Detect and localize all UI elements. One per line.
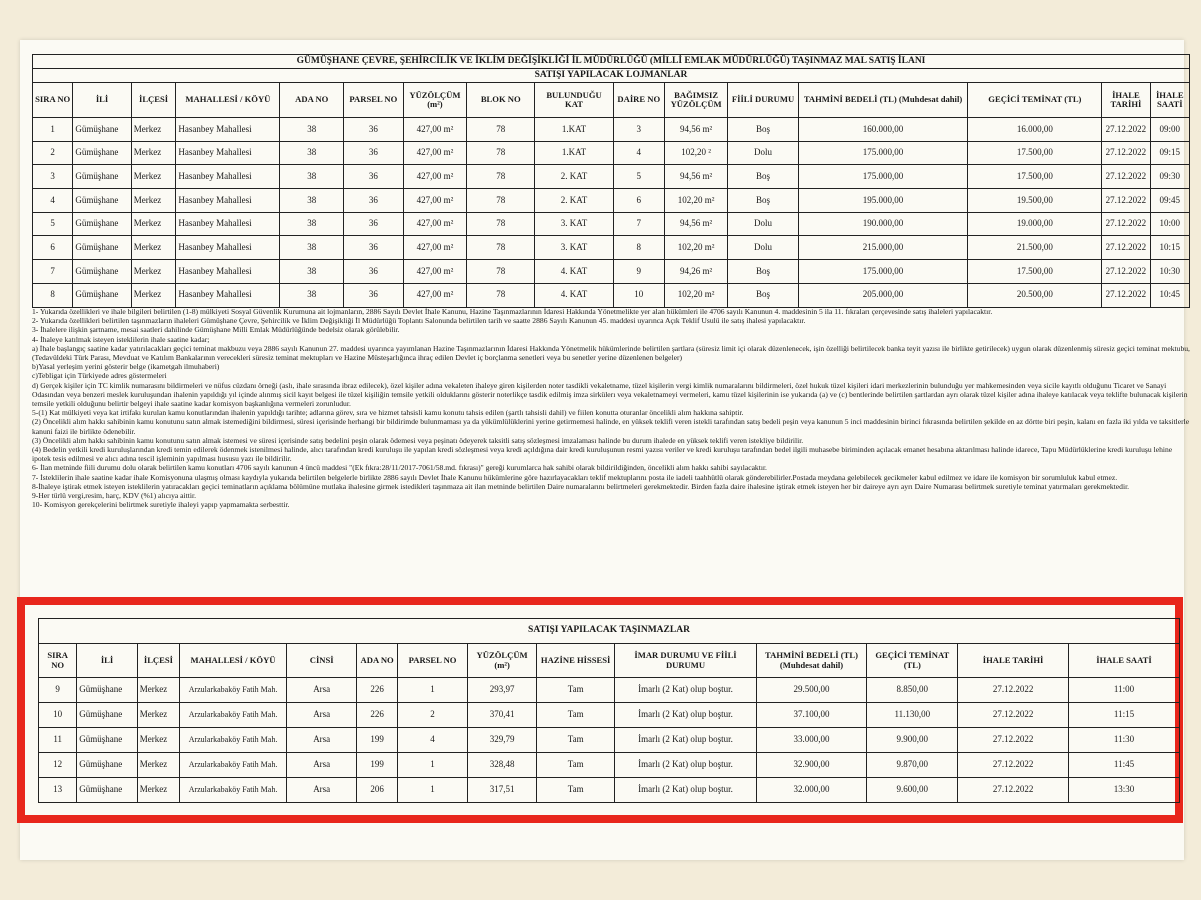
table-cell: 94,26 m² [664, 260, 728, 284]
table-cell: 328,48 [468, 753, 537, 778]
table-cell: Tam [536, 703, 615, 728]
column-header: MAHALLESİ / KÖYÜ [176, 83, 280, 118]
note-paragraph: 9-Her türlü vergi,resim, harç, KDV (%1) alıcıya aittir. [32, 491, 196, 501]
column-header: PARSEL NO [344, 83, 403, 118]
table-cell: Boş [728, 189, 798, 213]
note-paragraph: 10- Komisyon gerekçelerini belirtmek suretiyle ihaleyi yapıp yapmamakta serbesttir. [32, 500, 290, 510]
table-cell: Gümüşhane [77, 728, 137, 753]
column-header: İHALE SAATİ [1150, 83, 1189, 118]
table-row [39, 728, 1180, 753]
column-header: TAHMİNİ BEDELİ (TL) (Muhdesat dahil) [798, 83, 968, 118]
column-header: GEÇİCİ TEMİNAT (TL) [867, 644, 958, 678]
table-cell: 27.12.2022 [958, 728, 1069, 753]
table-cell: Gümüşhane [77, 753, 137, 778]
table-cell: Hasanbey Mahallesi [176, 212, 280, 236]
table-cell: 09:45 [1150, 189, 1189, 213]
table-cell: 27.12.2022 [1102, 236, 1150, 260]
column-header: TAHMİNİ BEDELİ (TL) (Muhdesat dahil) [756, 644, 867, 678]
table-cell: 11:00 [1069, 678, 1180, 703]
table-cell: 78 [467, 260, 535, 284]
table-cell: 11:30 [1069, 728, 1180, 753]
table-cell: 36 [344, 118, 403, 142]
table-cell: 160.000,00 [798, 118, 968, 142]
column-header: BULUNDUĞU KAT [535, 83, 614, 118]
table-cell: 8 [33, 283, 73, 307]
table-cell: 1 [397, 678, 468, 703]
column-header: İHALE TARİHİ [1102, 83, 1150, 118]
note-paragraph: 3- İhalelere ilişkin şartname, mesai saatleri dahilinde Gümüşhane Milli Emlak Müdürlüğünde bedelsiz olarak görülebilir. [32, 325, 400, 335]
note-paragraph: (4) Bedelin yetkili kredi kuruluşlarından kredi temin edilerek ödenmek istenilmesi halinde, alıcı tarafından kredi kuruluşu ile yapılan kredi sözleşmesi veya kredi açıldığına dair kredi kuruluşunun resmi yazısı veriler ve kredi kuruluşu tarafından bedel ilgili muhasebe biriminden açılacak emanet hesabına aktarılması halinde idarece, Tapu Müdürlüklerine kredi kuruluşu lehine ipotek tesis edilmesi ve alıcı adına tescil işleminin yapılması hususu yazı ile bildirilir. [32, 445, 1173, 464]
table-cell: 38 [280, 283, 344, 307]
table-cell: 427,00 m² [403, 260, 467, 284]
table-cell: Merkez [131, 283, 176, 307]
table-cell: Merkez [137, 728, 179, 753]
table-cell: 3 [613, 118, 664, 142]
table-cell: 4. KAT [535, 283, 614, 307]
table-cell: Arsa [286, 678, 357, 703]
table-row [33, 260, 1190, 284]
note-paragraph: (3) Öncelikli alım hakkı sahibinin kamu konutunu satın almak istemesi ve süresi içerisinde satış bedelini peşin olarak ödemesi veya peşinatı ödeyerek taksitli satış sözleşmesi imzalaması halinde bu durum ihalede en yüksek teklifi veren istekliye bildirilir. [32, 435, 804, 445]
column-header: FİİLİ DURUMU [728, 83, 798, 118]
table-cell: Gümüşhane [73, 141, 131, 165]
note-paragraph: d) Gerçek kişiler için TC kimlik numarasını bildirmeleri ve nüfus cüzdanı örneği (aslı, ihale sırasında ibraz edilecek), özel kişiler adına vekaleten ihaleye giren kişilerden noter tasdikli vekaletname, tüzel kişilerin vergi kimlik numaralarını bildirmeleri, özel hukuk tüzel kişileri idari merkezlerinin bulunduğu yer mahkemesinden veya sicile kayıtlı olduğunu Ticaret ve Sanayi Odasından veya benzeri meslek kuruluşundan ihalenin yapıldığı yıl içinde alınmış sicil kayıt belgesi ile tüzel kişiliğin temsile yetkili olduklarını gösterir noterlikçe tasdik edilmiş imza sirkülerı veya vekaletnameyi vermeleri, kamu tüzel kişilerinin ise yukarıda (a) ve (c) bentlerinde belirtilen şartlardan ayrı olarak tüzel kişiler adına ihaleye katılacak veya teklifte bulunacak kişilerin temsile yetkili olduğunu belirtir belgeyi ihale saatine kadar komisyon başkanlığına vermeleri zorunludur. [32, 380, 1188, 409]
table-cell: 4. KAT [535, 260, 614, 284]
table-cell: 11:15 [1069, 703, 1180, 728]
table-cell: 19.000,00 [968, 212, 1102, 236]
table-cell: 7 [33, 260, 73, 284]
table-cell: 17.500,00 [968, 165, 1102, 189]
table-cell: Gümüşhane [73, 260, 131, 284]
column-header: ADA NO [280, 83, 344, 118]
table-cell: 09:00 [1150, 118, 1189, 142]
table-row [33, 141, 1190, 165]
table-cell: Hasanbey Mahallesi [176, 189, 280, 213]
column-header: CİNSİ [286, 644, 357, 678]
table-cell: 4 [613, 141, 664, 165]
table-cell: 27.12.2022 [1102, 212, 1150, 236]
column-header: İLÇESİ [131, 83, 176, 118]
table-cell: 5 [33, 212, 73, 236]
table-cell: Gümüşhane [73, 189, 131, 213]
table-cell: 13 [39, 778, 77, 803]
table-cell: 38 [280, 189, 344, 213]
table-cell: 427,00 m² [403, 165, 467, 189]
table-cell: 199 [357, 753, 397, 778]
table-cell: İmarlı (2 Kat) olup boştur. [615, 703, 756, 728]
note-paragraph: 2- Yukarıda özellikleri belirtilen taşınmazların ihaleleri Gümüşhane Çevre, Şehircilik ve İklim Değişikliği İl Müdürlüğü Toplantı Salonunda belirtilen tarih ve saatte 2886 Sayılı Kanunun 45. maddesi uyarınca Açık Teklif Usulü ile satış ihalesi yapılacaktır. [32, 316, 806, 326]
table-cell: 11:45 [1069, 753, 1180, 778]
table-cell: 10:30 [1150, 260, 1189, 284]
table-cell: 175.000,00 [798, 165, 968, 189]
table-cell: Arzularkabaköy Fatih Mah. [180, 678, 287, 703]
table-cell: Boş [728, 260, 798, 284]
announcement-notes [32, 307, 1190, 595]
table-cell: 36 [344, 260, 403, 284]
table-cell: 10:00 [1150, 212, 1189, 236]
table-cell: 16.000,00 [968, 118, 1102, 142]
table-cell: 3. KAT [535, 236, 614, 260]
table-cell: Tam [536, 728, 615, 753]
table-cell: 226 [357, 703, 397, 728]
table-cell: Gümüşhane [73, 212, 131, 236]
table-cell: 17.500,00 [968, 260, 1102, 284]
table-cell: 94,56 m² [664, 165, 728, 189]
table-cell: Arsa [286, 753, 357, 778]
table-cell: 12 [39, 753, 77, 778]
table-cell: 4 [397, 728, 468, 753]
table-cell: Gümüşhane [77, 678, 137, 703]
table-cell: 1.KAT [535, 141, 614, 165]
table-cell: 9 [613, 260, 664, 284]
table-cell: Gümüşhane [73, 283, 131, 307]
table-cell: 33.000,00 [756, 728, 867, 753]
table-cell: Boş [728, 118, 798, 142]
note-paragraph: 1- Yukarıda özellikleri ve ihale bilgileri belirtilen (1-8) mülkiyeti Sosyal Güvenlik Kurumuna ait lojmanların, 2886 Sayılı Devlet İhale Kanunu, Hazine Taşınmazlarının İdaresi Hakkında Yönetmelikte yer alan hükümleri ile 4706 sayılı Kanunun 4. maddesinin 5 ila 11. fıkraları çerçevesinde satış ihaleleri yapılacaktır. [32, 307, 993, 316]
table-cell: Merkez [137, 703, 179, 728]
table-cell: 6 [33, 236, 73, 260]
table-row [39, 703, 1180, 728]
table-cell: 427,00 m² [403, 236, 467, 260]
table-cell: Gümüşhane [77, 778, 137, 803]
table-cell: Hasanbey Mahallesi [176, 141, 280, 165]
table-cell: 427,00 m² [403, 212, 467, 236]
table-row [33, 236, 1190, 260]
table-cell: 427,00 m² [403, 283, 467, 307]
lodgings-table [32, 54, 1190, 308]
table-cell: İmarlı (2 Kat) olup boştur. [615, 753, 756, 778]
table-cell: 9.600,00 [867, 778, 958, 803]
column-header: İLİ [77, 644, 137, 678]
table-cell: 27.12.2022 [958, 753, 1069, 778]
table-cell: Merkez [131, 236, 176, 260]
table-row [39, 778, 1180, 803]
table-cell: Merkez [131, 165, 176, 189]
table-cell: Gümüşhane [73, 118, 131, 142]
table-cell: 2. KAT [535, 189, 614, 213]
table-row [39, 678, 1180, 703]
table-cell: Gümüşhane [77, 703, 137, 728]
table-cell: 17.500,00 [968, 141, 1102, 165]
table-row [39, 753, 1180, 778]
table-cell: 427,00 m² [403, 141, 467, 165]
table-cell: Arsa [286, 778, 357, 803]
table-cell: 195.000,00 [798, 189, 968, 213]
note-paragraph: 4- İhaleye katılmak isteyen isteklilerin ihale saatine kadar; [32, 334, 210, 344]
properties-table [38, 618, 1180, 803]
table-cell: Arzularkabaköy Fatih Mah. [180, 778, 287, 803]
table-cell: 226 [357, 678, 397, 703]
table-cell: 8.850,00 [867, 678, 958, 703]
table-cell: 27.12.2022 [1102, 141, 1150, 165]
table-cell: 102,20 ² [664, 141, 728, 165]
table-cell: Hasanbey Mahallesi [176, 236, 280, 260]
table-cell: 10:15 [1150, 236, 1189, 260]
column-header: SIRA NO [39, 644, 77, 678]
table-cell: Tam [536, 678, 615, 703]
table-cell: 10:45 [1150, 283, 1189, 307]
table-cell: 11 [39, 728, 77, 753]
table-cell: 9.870,00 [867, 753, 958, 778]
table-cell: 38 [280, 236, 344, 260]
table-cell: Dolu [728, 141, 798, 165]
table-cell: Gümüşhane [73, 236, 131, 260]
table-cell: 427,00 m² [403, 118, 467, 142]
table-cell: 7 [613, 212, 664, 236]
note-paragraph: 6- İlan metninde fiili durumu dolu olarak belirtilen kamu konutları 4706 sayılı kanunun 4 üncü maddesi "(Ek fıkra:28/11/2017-7061/58.md. fıkrası)" gereği kurumlarca hak sahibi olarak bildirildiğinden, öncelikli alım hakkı sahibi sayılacaktır. [32, 463, 767, 473]
table-cell: 8 [613, 236, 664, 260]
table-cell: 27.12.2022 [1102, 165, 1150, 189]
table-cell: 205.000,00 [798, 283, 968, 307]
table-cell: 2 [33, 141, 73, 165]
table-cell: 78 [467, 165, 535, 189]
table-cell: 2 [397, 703, 468, 728]
table-cell: 32.900,00 [756, 753, 867, 778]
table-cell: Arzularkabaköy Fatih Mah. [180, 728, 287, 753]
table-cell: Tam [536, 778, 615, 803]
table-cell: 102,20 m² [664, 236, 728, 260]
table-cell: Boş [728, 165, 798, 189]
table-cell: 5 [613, 165, 664, 189]
column-header: İHALE SAATİ [1069, 644, 1180, 678]
table-cell: 36 [344, 141, 403, 165]
table-cell: 78 [467, 189, 535, 213]
column-header: YÜZÖLÇÜM (m²) [468, 644, 537, 678]
table-cell: 19.500,00 [968, 189, 1102, 213]
table-cell: 215.000,00 [798, 236, 968, 260]
table-cell: 21.500,00 [968, 236, 1102, 260]
table-row [33, 212, 1190, 236]
table-cell: 27.12.2022 [1102, 283, 1150, 307]
table-cell: 78 [467, 118, 535, 142]
table-cell: Hasanbey Mahallesi [176, 283, 280, 307]
table-cell: 36 [344, 283, 403, 307]
note-paragraph: (2) Öncelikli alım hakkı sahibinin kamu konutunu satın almak istemediğini bildirmesi, süresi içerisinde herhangi bir bildirimde bulunmaması ya da yükümlülüklerini yerine getirmemesi halinde, en yüksek teklifi veren istekli tarafından satış bedeli peşin veya kanunun 5 inci maddesinin birinci fıkrasında belirtilen şekilde en az dörtte biri peşin, kalanı en fazla iki yılda ve taksitlerle kanuni faizi ile birlikte ödenebilir. [32, 417, 1190, 436]
table-cell: 27.12.2022 [958, 778, 1069, 803]
table-cell: 38 [280, 212, 344, 236]
table-cell: 36 [344, 236, 403, 260]
table-row [33, 118, 1190, 142]
table-cell: 78 [467, 236, 535, 260]
note-paragraph: 7- İsteklilerin ihale saatine kadar ihale Komisyonuna ulaşmış olması kaydıyla yukarıda belirtilen belgelerle birlikte 2886 sayılı Devlet İhale Kanunu hükümlerine göre hazırlayacakları teklif mektuplarını posta ile iadeli taahhütlü olarak gönderebilirler.Postada meydana gelebilecek gecikmeler kabul edilmez ve idare ile komisyon bir sorumluluk kabul etmez. [32, 472, 1118, 482]
column-header: İLÇESİ [137, 644, 179, 678]
table-cell: 427,00 m² [403, 189, 467, 213]
table-cell: 38 [280, 118, 344, 142]
section-title-properties: SATIŞI YAPILACAK TAŞINMAZLAR [39, 619, 1180, 644]
table-cell: 20.500,00 [968, 283, 1102, 307]
table-cell: 38 [280, 165, 344, 189]
table-cell: 78 [467, 212, 535, 236]
table-cell: 102,20 m² [664, 283, 728, 307]
column-header: DAİRE NO [613, 83, 664, 118]
table-cell: 175.000,00 [798, 141, 968, 165]
table-cell: 9.900,00 [867, 728, 958, 753]
column-header: İMAR DURUMU VE FİİLİ DURUMU [615, 644, 756, 678]
table-cell: 206 [357, 778, 397, 803]
table-cell: İmarlı (2 Kat) olup boştur. [615, 728, 756, 753]
table-cell: 36 [344, 212, 403, 236]
table-cell: 4 [33, 189, 73, 213]
column-header: İHALE TARİHİ [958, 644, 1069, 678]
table-cell: Boş [728, 283, 798, 307]
column-header: YÜZÖLÇÜM (m²) [403, 83, 467, 118]
table-cell: 190.000,00 [798, 212, 968, 236]
table-cell: 38 [280, 141, 344, 165]
table-cell: 29.500,00 [756, 678, 867, 703]
table-row [33, 189, 1190, 213]
table-cell: Merkez [137, 678, 179, 703]
note-paragraph: 8-İhaleye iştirak etmek isteyen isteklilerin yatıracakları geçici teminatların açıklama bölümüne mutlaka ihalesine girmek istedikleri taşınmaza ait ilan metninde belirtilen Daire numaralarını belirtmeleri gerekmektedir. Birden fazla daire ihalesine iştirak etmek isteyen her bir daireye ayrı ayrı Daire Numarası belirtmek suretiyle teminat yatırmaları gerekmektedir. [32, 481, 1130, 491]
table-cell: 317,51 [468, 778, 537, 803]
table-cell: Merkez [137, 778, 179, 803]
table-cell: 36 [344, 189, 403, 213]
table-cell: 78 [467, 283, 535, 307]
table-cell: Dolu [728, 236, 798, 260]
table-cell: Gümüşhane [73, 165, 131, 189]
table-cell: İmarlı (2 Kat) olup boştur. [615, 678, 756, 703]
table-row [33, 165, 1190, 189]
column-header: İLİ [73, 83, 131, 118]
table-cell: Merkez [131, 260, 176, 284]
table-cell: 27.12.2022 [1102, 189, 1150, 213]
table-cell: 1 [397, 753, 468, 778]
table-cell: 09:30 [1150, 165, 1189, 189]
table-cell: İmarlı (2 Kat) olup boştur. [615, 778, 756, 803]
table-cell: 1.KAT [535, 118, 614, 142]
table-cell: Hasanbey Mahallesi [176, 260, 280, 284]
table-cell: 27.12.2022 [958, 678, 1069, 703]
section-title-lodgings: SATIŞI YAPILACAK LOJMANLAR [33, 69, 1190, 83]
table-cell: Merkez [131, 141, 176, 165]
table-cell: Hasanbey Mahallesi [176, 165, 280, 189]
table-cell: 09:15 [1150, 141, 1189, 165]
column-header: BLOK NO [467, 83, 535, 118]
table-cell: 11.130,00 [867, 703, 958, 728]
table-cell: Hasanbey Mahallesi [176, 118, 280, 142]
table-cell: Arzularkabaköy Fatih Mah. [180, 703, 287, 728]
table-cell: 27.12.2022 [1102, 118, 1150, 142]
table-cell: 37.100,00 [756, 703, 867, 728]
table-cell: 9 [39, 678, 77, 703]
table-cell: 199 [357, 728, 397, 753]
table-cell: 27.12.2022 [1102, 260, 1150, 284]
table-cell: 13:30 [1069, 778, 1180, 803]
table-cell: 38 [280, 260, 344, 284]
table-cell: Merkez [131, 189, 176, 213]
note-paragraph: a) İhale başlangıç saatine kadar yatırılacakları geçici teminat makbuzu veya 2886 sayılı Kanunun 27. maddesi uyarınca yayımlanan Hazine Taşınmazlarının İdaresi Hakkında Yönetmelik hükümlerinde belirtilen şartlara (süresiz limit içi olarak düzenlenecek, işin özelliği belirtilecek banka teyit yazısı ile birlikte getirilecek) uygun olarak düzenlenmiş süresiz geçici teminat mektubu, (Tedavüldeki Türk Parası, Mevduat ve Katılım Bankalarının verecekleri süresiz teminat mektupları ve Hazine Müsteşarlığınca ihraç edilen Devlet iç borçlanma senetleri veya bu senetler yerine düzenlenen belgeler) [32, 343, 1190, 363]
table-cell: 175.000,00 [798, 260, 968, 284]
table-cell: 32.000,00 [756, 778, 867, 803]
table-cell: 293,97 [468, 678, 537, 703]
table-cell: Tam [536, 753, 615, 778]
table-cell: 6 [613, 189, 664, 213]
table-cell: 102,20 m² [664, 189, 728, 213]
document-main-title: GÜMÜŞHANE ÇEVRE, ŞEHİRCİLİK VE İKLİM DEĞİŞİKLİĞİ İL MÜDÜRLÜĞÜ (MİLLİ EMLAK MÜDÜRLÜĞÜ) TAŞINMAZ MAL SATIŞ İLANI [33, 55, 1190, 69]
column-header: ADA NO [357, 644, 397, 678]
table-cell: 2. KAT [535, 165, 614, 189]
table-cell: Merkez [137, 753, 179, 778]
table-cell: Arzularkabaköy Fatih Mah. [180, 753, 287, 778]
column-header: HAZİNE HİSSESİ [536, 644, 615, 678]
table-cell: Merkez [131, 118, 176, 142]
column-header: BAĞIMSIZ YÜZÖLÇÜM [664, 83, 728, 118]
column-header: GEÇİCİ TEMİNAT (TL) [968, 83, 1102, 118]
table-cell: Dolu [728, 212, 798, 236]
note-paragraph: c)Tebligat için Türkiyede adres göstermeleri [32, 371, 167, 381]
table-cell: 94,56 m² [664, 212, 728, 236]
column-header: PARSEL NO [397, 644, 468, 678]
table-cell: 329,79 [468, 728, 537, 753]
note-paragraph: b)Yasal yerleşim yerini gösterir belge (ikametgah ilmuhaberi) [32, 362, 220, 372]
note-paragraph: 5-(1) Kat mülkiyeti veya kat irtifakı kurulan kamu konutlarından ihalenin yapıldığı tarihte; adlarına görev, sıra ve hizmet tahsisli kamu konutu tahsis edilen (şartlı tahsisli dahil) ve fiilen konutta oturanlar öncelikli alım hakkına sahiptir. [32, 408, 744, 418]
table-cell: 78 [467, 141, 535, 165]
table-cell: 3 [33, 165, 73, 189]
table-cell: 1 [33, 118, 73, 142]
table-cell: 36 [344, 165, 403, 189]
table-cell: 3. KAT [535, 212, 614, 236]
column-header: MAHALLESİ / KÖYÜ [180, 644, 287, 678]
column-header: SIRA NO [33, 83, 73, 118]
table-cell: Merkez [131, 212, 176, 236]
table-cell: 370,41 [468, 703, 537, 728]
table-row [33, 283, 1190, 307]
table-cell: 94,56 m² [664, 118, 728, 142]
table-cell: 10 [613, 283, 664, 307]
table-cell: Arsa [286, 703, 357, 728]
table-cell: 27.12.2022 [958, 703, 1069, 728]
table-cell: Arsa [286, 728, 357, 753]
table-cell: 10 [39, 703, 77, 728]
table-cell: 1 [397, 778, 468, 803]
